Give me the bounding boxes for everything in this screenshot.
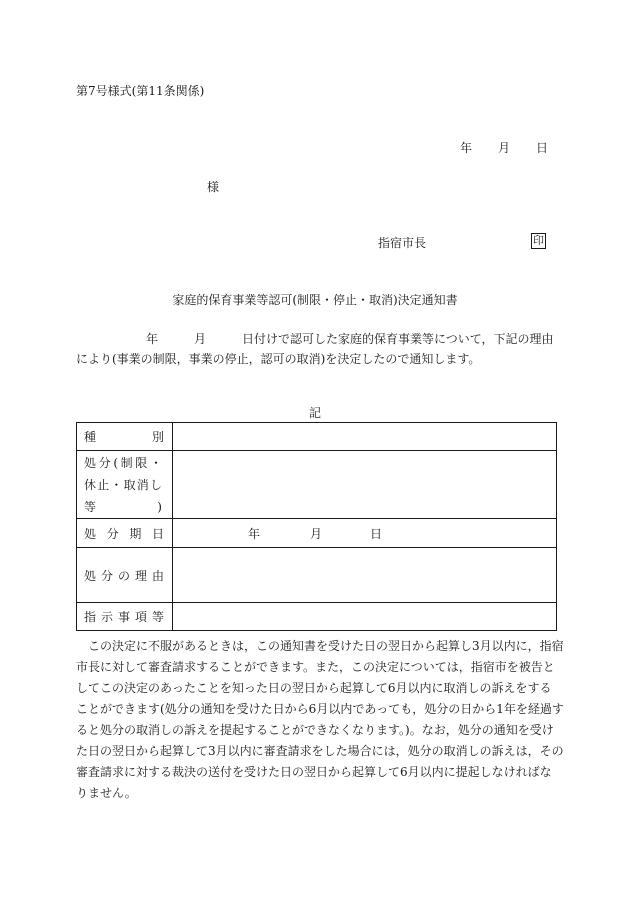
notice-line-5: ると処分の取消しの訴えを提起することができなくなります。)。なお，処分の通知を受け — [76, 723, 554, 737]
issuer-name: 指宿市長 — [378, 236, 427, 250]
date-line — [460, 141, 548, 155]
label-period — [77, 519, 173, 548]
value-action — [173, 451, 557, 519]
row-action — [77, 451, 557, 519]
period-year: 年 — [248, 526, 261, 541]
seal-stamp: 印 — [533, 234, 544, 247]
notice-line-6: た日の翌日から起算して3月以内に審査請求をした場合には，処分の取消しの訴えは，その — [76, 744, 564, 758]
row-type — [77, 423, 557, 451]
value-type — [173, 423, 557, 451]
document-title: 家庭的保育事業等認可(制限・停止・取消)決定通知書 — [172, 293, 458, 307]
notice-line-7: 審査請求に対する裁決の送付を受けた日の翌日から起算して6月以内に提起しなければな — [76, 765, 552, 779]
intro-line-2: により(事業の制限，事業の停止，認可の取消)を決定したので通知します。 — [76, 352, 481, 366]
ki-heading: 記 — [308, 406, 321, 420]
label-instructions-text: 指 示 事 項 等 — [84, 610, 164, 624]
detail-table — [76, 422, 557, 631]
label-reason-text: 処 分 の 理 由 — [84, 568, 164, 583]
appeal-notice — [76, 636, 564, 804]
label-action-line-3: 等 ) — [84, 499, 162, 514]
value-instructions — [173, 603, 557, 631]
notice-line-3: してこの決定のあったことを知った日の翌日から起算して6月以内に取消しの訴えをする — [76, 681, 552, 695]
label-type — [77, 423, 173, 451]
notice-line-8: りません。 — [76, 786, 137, 800]
notice-line-4: ことができます(処分の通知を受けた日から6月以内であっても，処分の日から1年を経過す — [76, 702, 564, 716]
addressee-honorific: 様 — [207, 180, 220, 194]
label-period-text: 処 分 期 日 — [84, 526, 164, 541]
label-action-line-2: 休 止 ・ 取 消 し — [84, 477, 162, 492]
date-month: 月 — [498, 141, 511, 155]
row-reason — [77, 548, 557, 603]
value-reason — [173, 548, 557, 603]
notice-line-2: 市長に対して審査請求することができます。また，この決定については，指宿市を被告と — [76, 660, 555, 674]
date-year: 年 — [460, 141, 473, 155]
row-instructions — [77, 603, 557, 631]
label-action — [77, 451, 173, 519]
value-period — [173, 519, 557, 548]
label-type-text: 種 別 — [84, 430, 164, 444]
date-day: 日 — [536, 141, 549, 155]
notice-line-1: この決定に不服があるときは，この通知書を受けた日の翌日から起算し3月以内に，指宿 — [76, 639, 564, 653]
period-day: 日 — [370, 526, 383, 541]
intro-line-1: 年 月 日付けで認可した家庭的保育事業等について，下記の理由 — [146, 332, 554, 346]
intro-paragraph — [76, 329, 566, 369]
label-action-line-1: 処 分 ( 制 限 ・ — [84, 455, 162, 470]
label-instructions — [77, 603, 173, 631]
form-code: 第7号様式(第11条関係) — [76, 84, 205, 98]
label-reason — [77, 548, 173, 603]
period-month: 月 — [310, 526, 323, 541]
row-period — [77, 519, 557, 548]
